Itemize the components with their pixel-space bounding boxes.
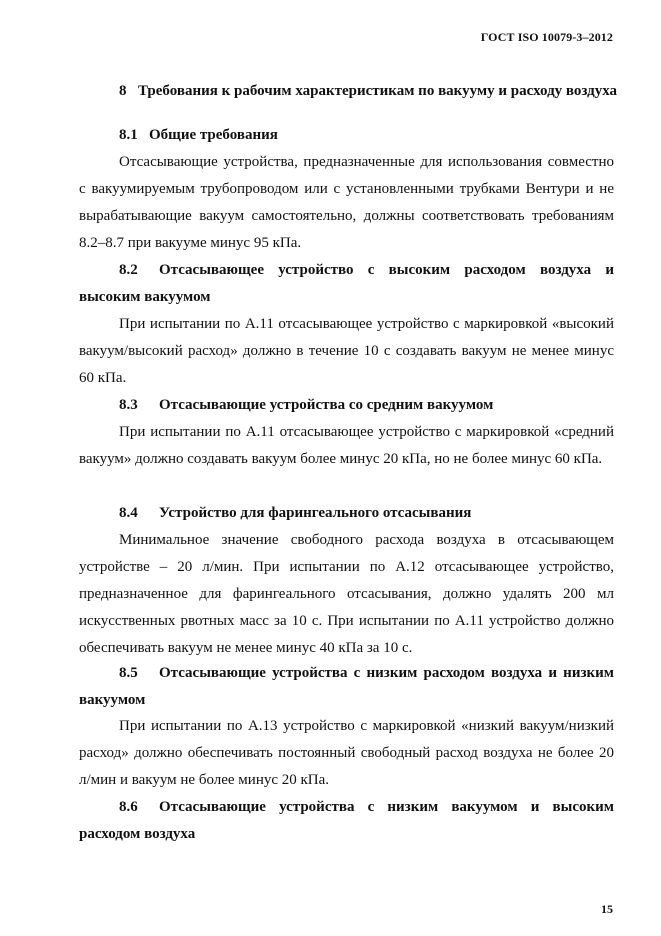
subsection-title: Отсасывающие устройства с низким вакуумом и высоким расходом воздуха xyxy=(79,799,614,842)
subsection-8-2-text: При испытании по А.11 отсасывающее устройство с маркировкой «высокий вакуум/высокий расход» должно в течение 10 с создавать вакуум не менее минус 60 кПа. xyxy=(79,316,614,386)
subsection-number: 8.1 xyxy=(119,127,138,143)
subsection-8-4-heading xyxy=(119,500,654,527)
subsection-number: 8.4 xyxy=(119,505,138,521)
subsection-title: Отсасывающие устройства со средним вакуумом xyxy=(159,397,494,413)
subsection-8-3-heading xyxy=(119,392,654,419)
subsection-8-2-heading xyxy=(79,257,614,311)
subsection-number: 8.2 xyxy=(119,262,138,278)
subsection-number: 8.3 xyxy=(119,397,138,413)
subsection-title: Отсасывающие устройства с низким расходом воздуха и низким вакуумом xyxy=(79,665,614,708)
subsection-title: Общие требования xyxy=(149,127,278,143)
subsection-number: 8.5 xyxy=(119,665,138,681)
page-number: 15 xyxy=(601,902,613,916)
subsection-title: Устройство для фарингеального отсасывания xyxy=(159,505,472,521)
section-number: 8 xyxy=(119,83,127,99)
subsection-8-3-text: При испытании по А.11 отсасывающее устройство с маркировкой «средний вакуум» должно создавать вакуум более минус 20 кПа, но не более минус 60 кПа. xyxy=(79,424,614,467)
subsection-title: Отсасывающее устройство с высоким расходом воздуха и высоким вакуумом xyxy=(79,262,614,305)
subsection-8-6-heading xyxy=(79,794,614,848)
document-code-header: ГОСТ ISO 10079-3–2012 xyxy=(480,30,613,44)
subsection-8-1-text: Отсасывающие устройства, предназначенные для использования совместно с вакуумируемым трубопроводом или с установленными трубками Вентури и не вырабатывающие вакуум самостоятельно, должны соответствовать требованиям 8.2–8.7 при вакууме минус 95 кПа. xyxy=(79,154,614,251)
section-title: Требования к рабочим характеристикам по вакууму и расходу воздуха xyxy=(138,83,618,99)
subsection-8-5-text: При испытании по А.13 устройство с маркировкой «низкий вакуум/низкий расход» должно обеспечивать постоянный свободный расход воздуха не более 20 л/мин и вакуум не более минус 20 кПа. xyxy=(79,718,614,788)
subsection-number: 8.6 xyxy=(119,799,138,815)
subsection-8-4-text: Минимальное значение свободного расхода воздуха в отсасывающем устройстве – 20 л/мин. При испытании по А.12 отсасывающее устройство, предназначенное для фарингеального отсасывания, должно удалять 200 мл искусственных рвотных масс за 10 с. При испытании по А.11 устройство должно обеспечивать вакуум не менее минус 40 кПа за 10 с. xyxy=(79,532,614,656)
subsection-8-1-heading xyxy=(119,122,654,149)
section-8-heading xyxy=(119,78,654,105)
subsection-8-5-heading xyxy=(79,660,614,714)
